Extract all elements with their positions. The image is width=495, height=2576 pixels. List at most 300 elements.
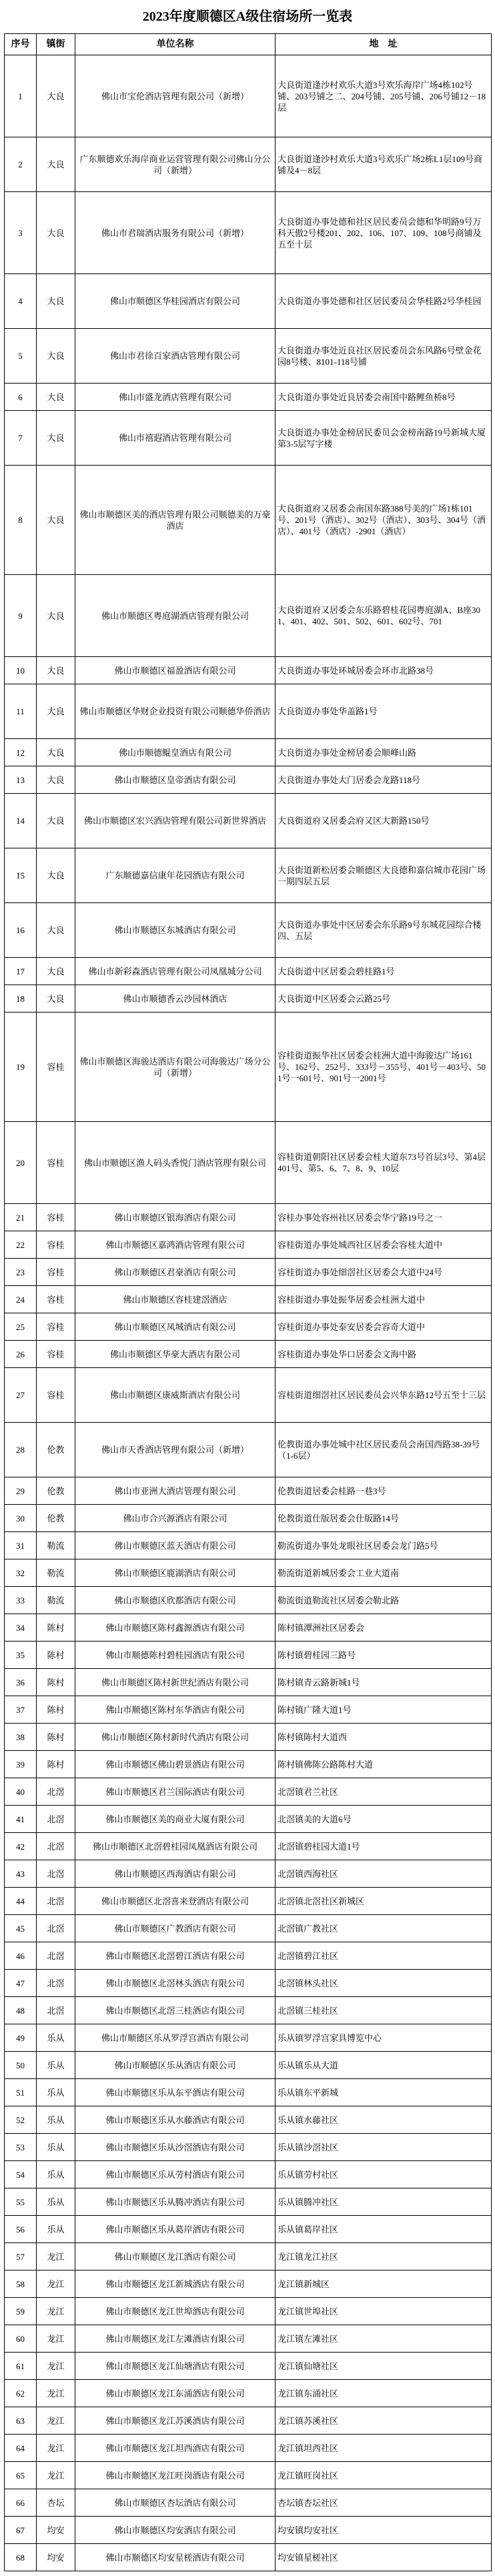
cell-town: 乐从 — [37, 2052, 75, 2079]
cell-address: 勒流街道新城居委会工业大道南 — [276, 1559, 492, 1587]
cell-no: 62 — [5, 2380, 37, 2407]
cell-address: 伦教街道仕版居委会仕版路14号 — [276, 1505, 492, 1532]
cell-address: 陈村镇佛陈公路陈村大道 — [276, 1751, 492, 1778]
cell-name: 佛山市顺德区粤庭湖酒店管理有限公司 — [75, 575, 276, 657]
cell-name: 佛山市顺德区龙江世埠酒店有限公司 — [75, 2298, 276, 2325]
cell-town: 龙江 — [37, 2353, 75, 2380]
cell-town: 大良 — [37, 903, 75, 958]
cell-address: 大良街道办事处德和社区居民委员会德和华明路9号万科天傲2号楼201、202、106、107、109、108号商铺及五至十层 — [276, 192, 492, 274]
table-row — [5, 2024, 492, 2052]
cell-no: 66 — [5, 2489, 37, 2517]
cell-town: 龙江 — [37, 2298, 75, 2325]
cell-name: 佛山市顺德区龙江仙塘酒店有限公司 — [75, 2353, 276, 2380]
table-row — [5, 657, 492, 684]
cell-town: 容桂 — [37, 1368, 75, 1423]
cell-name: 佛山市顺德区华豪大酒店有限公司 — [75, 1341, 276, 1368]
cell-name: 佛山市顺德区君豪酒店有限公司 — [75, 1259, 276, 1286]
cell-town: 龙江 — [37, 2435, 75, 2462]
cell-address: 大良街道中区居委会碧桂路1号 — [276, 958, 492, 985]
cell-address: 乐从镇劳村社区 — [276, 2161, 492, 2188]
table-row — [5, 684, 492, 739]
table-row — [5, 2517, 492, 2544]
table-row — [5, 1942, 492, 1970]
cell-no: 48 — [5, 1997, 37, 2024]
table-row — [5, 329, 492, 384]
table-row — [5, 1696, 492, 1724]
table-row — [5, 1751, 492, 1778]
cell-name: 佛山市顺德区乐从罗浮宫酒店有限公司 — [75, 2024, 276, 2052]
cell-town: 大良 — [37, 55, 75, 137]
cell-name: 佛山市顺德区龙江酒店有限公司 — [75, 2243, 276, 2271]
cell-name: 佛山市顺德区欣都酒店有限公司 — [75, 1587, 276, 1614]
cell-name: 佛山市顺德区北滘喜来登酒店有限公司 — [75, 1888, 276, 1915]
cell-name: 佛山市君徐百家酒店管理有限公司 — [75, 329, 276, 384]
cell-address: 容桂街道办事处华口居委会文海中路 — [276, 1341, 492, 1368]
table-row — [5, 2462, 492, 2489]
table-row — [5, 411, 492, 466]
cell-town: 北滘 — [37, 1915, 75, 1942]
table-row — [5, 384, 492, 411]
table-row — [5, 1231, 492, 1259]
cell-no: 43 — [5, 1860, 37, 1888]
table-row — [5, 1341, 492, 1368]
cell-no: 27 — [5, 1368, 37, 1423]
cell-town: 陈村 — [37, 1696, 75, 1724]
cell-address: 大良街道府又居委会南国东路388号美的广场1栋101号、201号（酒店）、302号（酒店）、303号、304号（酒店）、401号（酒店）-2901（酒店） — [276, 466, 492, 575]
cell-town: 乐从 — [37, 2134, 75, 2161]
cell-no: 8 — [5, 466, 37, 575]
cell-name: 佛山市亚洲大酒店管理有限公司 — [75, 1477, 276, 1505]
cell-no: 49 — [5, 2024, 37, 2052]
cell-town: 大良 — [37, 137, 75, 192]
table-row — [5, 1286, 492, 1313]
cell-name: 佛山市顺德区嘉鸿酒店管理有限公司 — [75, 1231, 276, 1259]
cell-town: 大良 — [37, 985, 75, 1013]
cell-name: 佛山市顺德区西海酒店有限公司 — [75, 1860, 276, 1888]
cell-town: 龙江 — [37, 2462, 75, 2489]
header-no: 序号 — [5, 34, 37, 55]
cell-name: 佛山市顺德区美的酒店管理有限公司顺德美的万豪酒店 — [75, 466, 276, 575]
cell-address: 陈村镇碧桂园三路号 — [276, 1642, 492, 1669]
cell-town: 大良 — [37, 958, 75, 985]
cell-address: 容桂街道办事处振华居委会桂洲大道中 — [276, 1286, 492, 1313]
page-title: 2023年度顺德区A级住宿场所一览表 — [142, 9, 353, 24]
cell-address: 龙江镇新城区 — [276, 2271, 492, 2298]
cell-town: 大良 — [37, 466, 75, 575]
cell-name: 佛山市顺德区杏坛酒店有限公司 — [75, 2489, 276, 2517]
cell-no: 5 — [5, 329, 37, 384]
cell-name: 佛山市禧遐酒店管理有限公司 — [75, 411, 276, 466]
cell-address: 陈村镇青云路新城1号 — [276, 1669, 492, 1696]
cell-address: 大良街道办事处金榜居委会顺峰山路 — [276, 739, 492, 766]
cell-no: 64 — [5, 2435, 37, 2462]
header-address: 地 址 — [276, 34, 492, 55]
cell-town: 乐从 — [37, 2188, 75, 2216]
cell-town: 伦教 — [37, 1423, 75, 1477]
cell-no: 60 — [5, 2325, 37, 2353]
cell-town: 大良 — [37, 739, 75, 766]
cell-name: 佛山市顺德区乐从水藤酒店有限公司 — [75, 2106, 276, 2134]
cell-address: 乐从镇腾冲社区 — [276, 2188, 492, 2216]
table-row — [5, 2161, 492, 2188]
table-row — [5, 575, 492, 657]
cell-address: 北滘镇广教社区 — [276, 1915, 492, 1942]
cell-address: 容桂街道细滘社区居民委员会兴华东路12号五至十三层 — [276, 1368, 492, 1423]
table-body — [5, 55, 492, 2571]
table-row — [5, 2544, 492, 2571]
cell-town: 北滘 — [37, 1778, 75, 1806]
cell-town: 龙江 — [37, 2271, 75, 2298]
cell-address: 大良街道府又居委会东乐路碧桂花园粤庭湖A、B座301、401、402、501、502、601、602号、701 — [276, 575, 492, 657]
cell-town: 大良 — [37, 329, 75, 384]
cell-no: 59 — [5, 2298, 37, 2325]
cell-address: 均安镇星槎社区 — [276, 2544, 492, 2571]
cell-address: 容桂街道朝阳社区居委会桂大道东73号首层3号、第4层401号、第5、6、7、8、9、10层 — [276, 1122, 492, 1204]
cell-address: 大良街道办事处华盖路1号 — [276, 684, 492, 739]
table-row — [5, 2353, 492, 2380]
cell-no: 4 — [5, 274, 37, 329]
cell-town: 乐从 — [37, 2079, 75, 2106]
cell-no: 55 — [5, 2188, 37, 2216]
cell-no: 30 — [5, 1505, 37, 1532]
cell-name: 佛山市顺德区君兰国际酒店有限公司 — [75, 1778, 276, 1806]
cell-town: 北滘 — [37, 1888, 75, 1915]
cell-address: 容桂办事处容州社区居委会华宁路19号之一 — [276, 1204, 492, 1231]
cell-address: 大良街道办事处环城居委会环市北路38号 — [276, 657, 492, 684]
cell-name: 佛山市顺德区皇帝酒店有限公司 — [75, 766, 276, 794]
cell-name: 佛山市新彩森酒店管理有限公司凤凰城分公司 — [75, 958, 276, 985]
table-row — [5, 2079, 492, 2106]
cell-town: 北滘 — [37, 1942, 75, 1970]
cell-town: 大良 — [37, 384, 75, 411]
cell-name: 佛山市顺德区东城酒店有限公司 — [75, 903, 276, 958]
table-row — [5, 2407, 492, 2435]
cell-no: 17 — [5, 958, 37, 985]
cell-name: 佛山市顺德香云沙园林酒店 — [75, 985, 276, 1013]
table-row — [5, 1259, 492, 1286]
cell-address: 大良街道府又居委会府又区大新路150号 — [276, 794, 492, 848]
table-row — [5, 985, 492, 1013]
cell-address: 北滘镇林头社区 — [276, 1970, 492, 1997]
table-row — [5, 1860, 492, 1888]
cell-town: 龙江 — [37, 2325, 75, 2353]
cell-name: 佛山市顺德区凤城酒店有限公司 — [75, 1313, 276, 1341]
cell-no: 36 — [5, 1669, 37, 1696]
cell-no: 61 — [5, 2353, 37, 2380]
cell-address: 勒流街道办事处龙眼社区居委会龙门路5号 — [276, 1532, 492, 1559]
table-row — [5, 1724, 492, 1751]
cell-name: 佛山市顺德区华桂园酒店有限公司 — [75, 274, 276, 329]
cell-no: 51 — [5, 2079, 37, 2106]
cell-address: 陈村镇广隆大道1号 — [276, 1696, 492, 1724]
table-row — [5, 2325, 492, 2353]
cell-address: 陈村镇陈村大道西 — [276, 1724, 492, 1751]
cell-name: 佛山市顺德区龙江旺岗酒店有限公司 — [75, 2462, 276, 2489]
cell-address: 伦教街道居委会桂路一巷3号 — [276, 1477, 492, 1505]
cell-town: 乐从 — [37, 2161, 75, 2188]
table-row — [5, 2489, 492, 2517]
cell-name: 佛山市君瑞酒店服务有限公司（新增） — [75, 192, 276, 274]
table-row — [5, 1997, 492, 2024]
cell-no: 34 — [5, 1614, 37, 1642]
table-row — [5, 1614, 492, 1642]
cell-address: 乐从镇乐从大道 — [276, 2052, 492, 2079]
cell-name: 佛山市顺德区均安酒店有限公司 — [75, 2517, 276, 2544]
cell-no: 14 — [5, 794, 37, 848]
cell-town: 龙江 — [37, 2380, 75, 2407]
cell-town: 大良 — [37, 794, 75, 848]
cell-address: 大良街道办事处近良居委会南国中路鲤鱼桥8号 — [276, 384, 492, 411]
cell-no: 26 — [5, 1341, 37, 1368]
cell-name: 佛山市顺德区宏兴酒店管理有限公司新世界酒店 — [75, 794, 276, 848]
table-row — [5, 1368, 492, 1423]
cell-address: 大良街道办事处中区居委会东乐路9号东城花园综合楼四、五层 — [276, 903, 492, 958]
cell-name: 佛山市顺德区乐从腾冲酒店有限公司 — [75, 2188, 276, 2216]
cell-no: 63 — [5, 2407, 37, 2435]
table-row — [5, 1313, 492, 1341]
cell-address: 大良街道逢沙村欢乐大道3号欢乐海岸广场4栋102号铺、203号铺之二、204号铺、205号铺、206号铺12－18层 — [276, 55, 492, 137]
cell-no: 68 — [5, 2544, 37, 2571]
table-row — [5, 1477, 492, 1505]
cell-no: 38 — [5, 1724, 37, 1751]
table-row — [5, 192, 492, 274]
cell-no: 11 — [5, 684, 37, 739]
cell-town: 勒流 — [37, 1532, 75, 1559]
cell-name: 佛山市顺德鲲皇酒店有限公司 — [75, 739, 276, 766]
table-row — [5, 1204, 492, 1231]
cell-name: 佛山市顺德区容桂建滘酒店 — [75, 1286, 276, 1313]
cell-town: 大良 — [37, 192, 75, 274]
cell-address: 容桂街道办事处城西社区居委会容桂大道中 — [276, 1231, 492, 1259]
cell-address: 容桂街道办事处细滘社区居委会大道中24号 — [276, 1259, 492, 1286]
table-row — [5, 1778, 492, 1806]
cell-town: 陈村 — [37, 1669, 75, 1696]
cell-name: 佛山市顺德区乐从沙滘酒店有限公司 — [75, 2134, 276, 2161]
table-row — [5, 739, 492, 766]
cell-address: 龙江镇东涌社区 — [276, 2380, 492, 2407]
cell-town: 容桂 — [37, 1341, 75, 1368]
cell-address: 北滘镇西海社区 — [276, 1860, 492, 1888]
cell-no: 13 — [5, 766, 37, 794]
cell-no: 39 — [5, 1751, 37, 1778]
cell-no: 28 — [5, 1423, 37, 1477]
cell-name: 佛山市顺德区龙江坦西酒店有限公司 — [75, 2435, 276, 2462]
cell-no: 21 — [5, 1204, 37, 1231]
cell-town: 大良 — [37, 766, 75, 794]
cell-address: 大良街道中区居委会云路25号 — [276, 985, 492, 1013]
cell-address: 龙江镇苏溪社区 — [276, 2407, 492, 2435]
cell-name: 佛山市顺德区北滘林头酒店有限公司 — [75, 1970, 276, 1997]
cell-town: 陈村 — [37, 1751, 75, 1778]
cell-town: 乐从 — [37, 2024, 75, 2052]
cell-address: 大良街道办事处德和社区居民委员会华桂路2号华桂园 — [276, 274, 492, 329]
cell-no: 12 — [5, 739, 37, 766]
cell-no: 47 — [5, 1970, 37, 1997]
cell-address: 陈村镇潭洲社区居委会 — [276, 1614, 492, 1642]
cell-name: 佛山市盛龙酒店管理有限公司 — [75, 384, 276, 411]
cell-name: 佛山市宝伦酒店管理有限公司（新增） — [75, 55, 276, 137]
cell-address: 北滘镇三桂社区 — [276, 1997, 492, 2024]
cell-no: 65 — [5, 2462, 37, 2489]
cell-no: 19 — [5, 1013, 37, 1122]
cell-town: 容桂 — [37, 1286, 75, 1313]
cell-no: 3 — [5, 192, 37, 274]
cell-no: 50 — [5, 2052, 37, 2079]
cell-no: 9 — [5, 575, 37, 657]
table-row — [5, 137, 492, 192]
cell-address: 龙江镇仙塘社区 — [276, 2353, 492, 2380]
cell-town: 陈村 — [37, 1642, 75, 1669]
cell-no: 54 — [5, 2161, 37, 2188]
cell-no: 20 — [5, 1122, 37, 1204]
table-row — [5, 2134, 492, 2161]
cell-town: 大良 — [37, 274, 75, 329]
table-row — [5, 2106, 492, 2134]
cell-name: 佛山市合兴源酒店有限公司 — [75, 1505, 276, 1532]
cell-address: 乐从镇葛岸社区 — [276, 2216, 492, 2243]
cell-name: 佛山市顺德区龙江新城酒店有限公司 — [75, 2271, 276, 2298]
cell-name: 佛山市顺德区乐从劳村酒店有限公司 — [75, 2161, 276, 2188]
table-row — [5, 1642, 492, 1669]
cell-no: 33 — [5, 1587, 37, 1614]
table-row — [5, 958, 492, 985]
cell-town: 容桂 — [37, 1259, 75, 1286]
cell-name: 佛山市顺德区广教酒店有限公司 — [75, 1915, 276, 1942]
table-row — [5, 2216, 492, 2243]
cell-town: 乐从 — [37, 2216, 75, 2243]
cell-no: 29 — [5, 1477, 37, 1505]
cell-name: 佛山市顺德区北滘三桂酒店有限公司 — [75, 1997, 276, 2024]
cell-name: 佛山市顺德区龙江东涌酒店有限公司 — [75, 2380, 276, 2407]
cell-name: 佛山市顺德区佛山碧景酒店有限公司 — [75, 1751, 276, 1778]
cell-no: 40 — [5, 1778, 37, 1806]
cell-address: 龙江镇世埠社区 — [276, 2298, 492, 2325]
cell-no: 52 — [5, 2106, 37, 2134]
cell-no: 25 — [5, 1313, 37, 1341]
cell-name: 佛山市顺德区康威斯酒店有限公司 — [75, 1368, 276, 1423]
table-row — [5, 2380, 492, 2407]
cell-address: 龙江镇旺岗社区 — [276, 2462, 492, 2489]
table-row — [5, 1505, 492, 1532]
cell-no: 37 — [5, 1696, 37, 1724]
cell-no: 67 — [5, 2517, 37, 2544]
table-row — [5, 1669, 492, 1696]
cell-name: 佛山市顺德区乐从东平酒店有限公司 — [75, 2079, 276, 2106]
cell-name: 佛山市顺德陈村碧桂园酒店有限公司 — [75, 1642, 276, 1669]
cell-name: 佛山市顺德区渔人码头香悦门酒店管理有限公司 — [75, 1122, 276, 1204]
cell-address: 容桂街道振华社区居委会桂洲大道中海骏达广场161号、162号、252号、333号－355号、401号－403号、501号一601号、901号一2001号 — [276, 1013, 492, 1122]
table-row — [5, 1806, 492, 1833]
cell-name: 佛山市天香酒店管理有限公司（新增） — [75, 1423, 276, 1477]
cell-town: 大良 — [37, 575, 75, 657]
cell-no: 46 — [5, 1942, 37, 1970]
cell-town: 伦教 — [37, 1477, 75, 1505]
table-row — [5, 1915, 492, 1942]
cell-town: 容桂 — [37, 1204, 75, 1231]
cell-address: 北滘镇碧江社区 — [276, 1942, 492, 1970]
cell-town: 北滘 — [37, 1860, 75, 1888]
table-row — [5, 1122, 492, 1204]
table-row — [5, 1423, 492, 1477]
cell-name: 佛山市顺德区美的商业大厦有限公司 — [75, 1806, 276, 1833]
cell-address: 大良街道办事处大门居委会龙路118号 — [276, 766, 492, 794]
cell-no: 58 — [5, 2271, 37, 2298]
cell-address: 乐从镇水藤社区 — [276, 2106, 492, 2134]
cell-name: 广东顺德欢乐海岸商业运营管理有限公司佛山分公司（新增） — [75, 137, 276, 192]
cell-name: 佛山市顺德区陈村新世纪酒店有限公司 — [75, 1669, 276, 1696]
cell-name: 佛山市顺德区陈村东华酒店有限公司 — [75, 1696, 276, 1724]
cell-name: 佛山市顺德区乐从酒店有限公司 — [75, 2052, 276, 2079]
table-row — [5, 1559, 492, 1587]
cell-address: 大良街道新松居委会顺德区大良德和嘉信城市花园广场一期四层五层 — [276, 848, 492, 903]
cell-name: 广东顺德嘉信康年花园酒店有限公司 — [75, 848, 276, 903]
cell-town: 乐从 — [37, 2106, 75, 2134]
cell-town: 北滘 — [37, 1970, 75, 1997]
cell-town: 大良 — [37, 657, 75, 684]
cell-address: 龙江镇坦西社区 — [276, 2435, 492, 2462]
cell-town: 容桂 — [37, 1231, 75, 1259]
cell-town: 均安 — [37, 2544, 75, 2571]
cell-no: 22 — [5, 1231, 37, 1259]
table-row — [5, 466, 492, 575]
cell-name: 佛山市顺德区福盈酒店有限公司 — [75, 657, 276, 684]
cell-no: 41 — [5, 1806, 37, 1833]
cell-address: 北滘镇君兰社区 — [276, 1778, 492, 1806]
cell-no: 23 — [5, 1259, 37, 1286]
cell-name: 佛山市顺德区乐从葛岸酒店有限公司 — [75, 2216, 276, 2243]
cell-town: 北滘 — [37, 1997, 75, 2024]
cell-no: 45 — [5, 1915, 37, 1942]
cell-town: 容桂 — [37, 1013, 75, 1122]
cell-address: 北滘镇碧桂园大道1号 — [276, 1833, 492, 1860]
cell-name: 佛山市顺德区海骏达酒店有限公司海骏达广场分公司（新增） — [75, 1013, 276, 1122]
table-header-row — [5, 34, 492, 55]
cell-name: 佛山市顺德区均安星槎酒店有限公司 — [75, 2544, 276, 2571]
cell-no: 18 — [5, 985, 37, 1013]
cell-town: 容桂 — [37, 1313, 75, 1341]
header-name: 单位名称 — [75, 34, 276, 55]
cell-name: 佛山市顺德区银海酒店有限公司 — [75, 1204, 276, 1231]
cell-address: 大良街道逢沙村欢乐大道3号欢乐广场2栋L1层109号商铺及4－8层 — [276, 137, 492, 192]
cell-town: 大良 — [37, 684, 75, 739]
table-row — [5, 1888, 492, 1915]
cell-address: 容桂街道办事处泰安居委会容奇大道中 — [276, 1313, 492, 1341]
cell-town: 勒流 — [37, 1587, 75, 1614]
cell-town: 均安 — [37, 2517, 75, 2544]
table-row — [5, 1013, 492, 1122]
cell-no: 1 — [5, 55, 37, 137]
table-row — [5, 55, 492, 137]
cell-town: 勒流 — [37, 1559, 75, 1587]
cell-address: 大良街道办事处近良社区居民委员会东风路6号壁金花园8号楼、8101-118号铺 — [276, 329, 492, 384]
cell-name: 佛山市顺德区龙江左滩酒店有限公司 — [75, 2325, 276, 2353]
cell-town: 大良 — [37, 411, 75, 466]
table-row — [5, 1532, 492, 1559]
cell-no: 53 — [5, 2134, 37, 2161]
cell-no: 15 — [5, 848, 37, 903]
cell-town: 陈村 — [37, 1614, 75, 1642]
cell-address: 均安镇均安社区 — [276, 2517, 492, 2544]
table-row — [5, 1833, 492, 1860]
table-row — [5, 2243, 492, 2271]
cell-town: 容桂 — [37, 1122, 75, 1204]
table-row — [5, 766, 492, 794]
table-row — [5, 2188, 492, 2216]
cell-name: 佛山市顺德区北滘碧桂园凤凰酒店有限公司 — [75, 1833, 276, 1860]
table-row — [5, 794, 492, 848]
cell-town: 龙江 — [37, 2407, 75, 2435]
cell-address: 龙江镇龙江社区 — [276, 2243, 492, 2271]
